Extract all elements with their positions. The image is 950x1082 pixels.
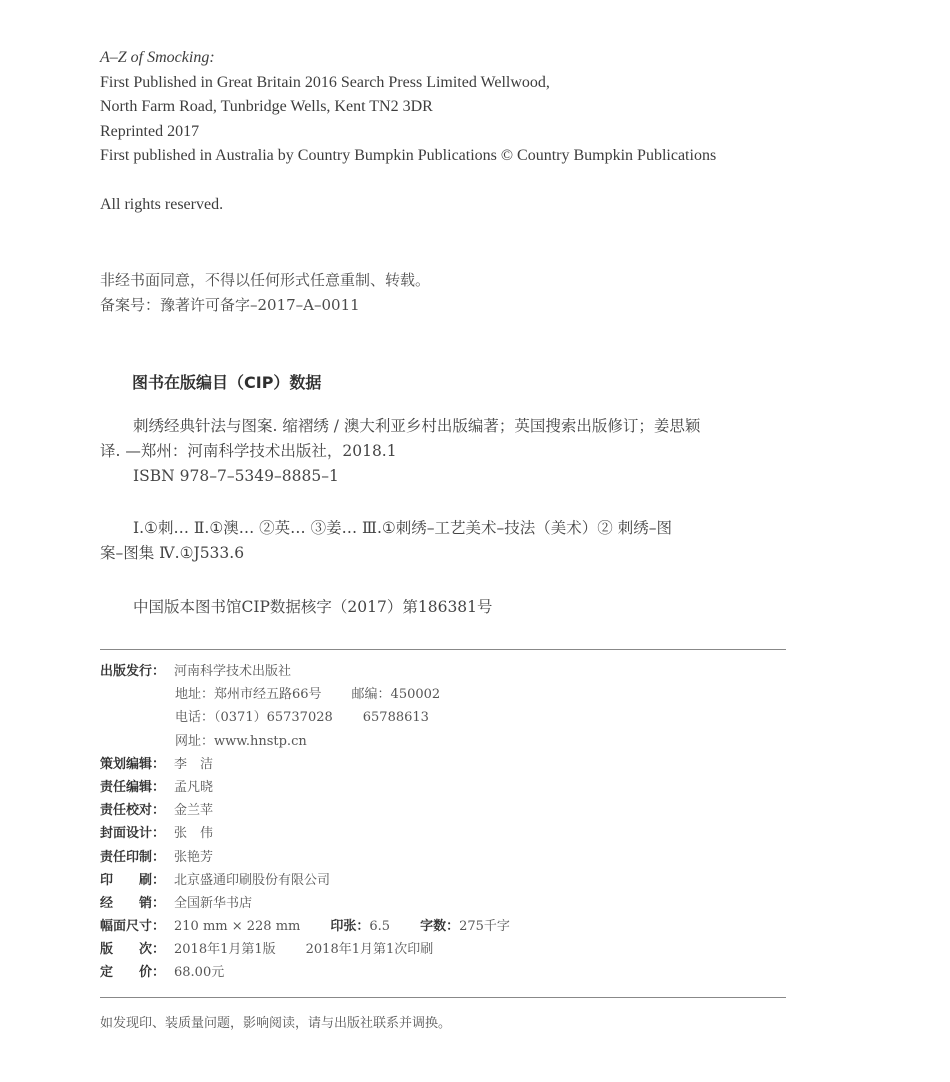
cover-design-row: 封面设计： 张 伟 <box>100 826 214 842</box>
divider-bottom <box>100 997 786 998</box>
publication-info <box>100 660 510 985</box>
address-row: 地址：郑州市经五路66号 邮编：450002 <box>175 687 441 703</box>
proofreader-row: 责任校对： 金兰苹 <box>100 803 214 819</box>
reprint-notice <box>100 268 430 318</box>
cip-line-2: 译. —郑州：河南科学技术出版社，2018.1 <box>100 442 397 460</box>
responsible-editor-row: 责任编辑： 孟凡晓 <box>100 779 214 795</box>
credit-line-3: Reprinted 2017 <box>100 122 200 140</box>
notice-line-1: 非经书面同意，不得以任何形式任意重制、转载。 <box>100 271 431 289</box>
website-row: 网址：www.hnstp.cn <box>175 733 307 749</box>
print-manager-row: 责任印制： 张艳芳 <box>100 849 214 865</box>
cip-heading: 图书在版编目（CIP）数据 <box>132 373 322 392</box>
divider-top <box>100 649 786 650</box>
publisher-row: 出版发行： 河南科学技术出版社 <box>100 660 510 683</box>
credit-line-2: North Farm Road, Tunbridge Wells, Kent TN2 3DR <box>100 98 433 115</box>
credit-line-1: First Published in Great Britain 2016 Search Press Limited Wellwood, <box>100 73 550 91</box>
classification-line-2: 案–图集 Ⅳ.①J533.6 <box>100 544 245 562</box>
cip-paragraph-1 <box>100 414 788 489</box>
quality-notice: 如发现印、装质量问题，影响阅读，请与出版社联系并调换。 <box>100 1016 452 1031</box>
printer-row: 印 刷： 北京盛通印刷股份有限公司 <box>100 872 331 888</box>
isbn: ISBN 978–7–5349–8885–1 <box>133 467 339 485</box>
cip-record <box>100 595 788 620</box>
phone-row: 电话：（0371）65737028 65788613 <box>175 710 429 726</box>
format-row: 幅面尺寸： 210 mm × 228 mm 印张： 6.5 字数： 275千字 <box>100 919 510 935</box>
classification-line-1: Ⅰ.①刺… Ⅱ.①澳… ②英… ③姜… Ⅲ.①刺绣–工艺美术–技法（美术）② 刺绣–图 <box>133 519 672 537</box>
english-credits <box>100 46 716 169</box>
cip-record-number: 中国版本图书馆CIP数据核字（2017）第186381号 <box>133 598 493 616</box>
publisher: 河南科学技术出版社 <box>174 664 292 679</box>
cip-line-1: 刺绣经典针法与图案. 缩褶绣 / 澳大利亚乡村出版编著；英国搜索出版修订；姜思颖 <box>133 417 701 435</box>
edition-row: 版 次： 2018年1月第1版 2018年1月第1次印刷 <box>100 942 434 958</box>
original-title: A–Z of Smocking: <box>100 49 215 66</box>
notice-line-2: 备案号：豫著许可备字–2017–A–0011 <box>100 296 360 314</box>
price-row: 定 价： 68.00元 <box>100 965 225 981</box>
credit-line-4: First published in Australia by Country Bumpkin Publications © Country Bumpkin Publications <box>100 147 717 164</box>
planning-editor-row: 策划编辑： 李 洁 <box>100 756 214 772</box>
cip-paragraph-2 <box>100 516 788 566</box>
rights-reserved: All rights reserved. <box>100 196 224 213</box>
distributor-row: 经 销： 全国新华书店 <box>100 895 253 911</box>
